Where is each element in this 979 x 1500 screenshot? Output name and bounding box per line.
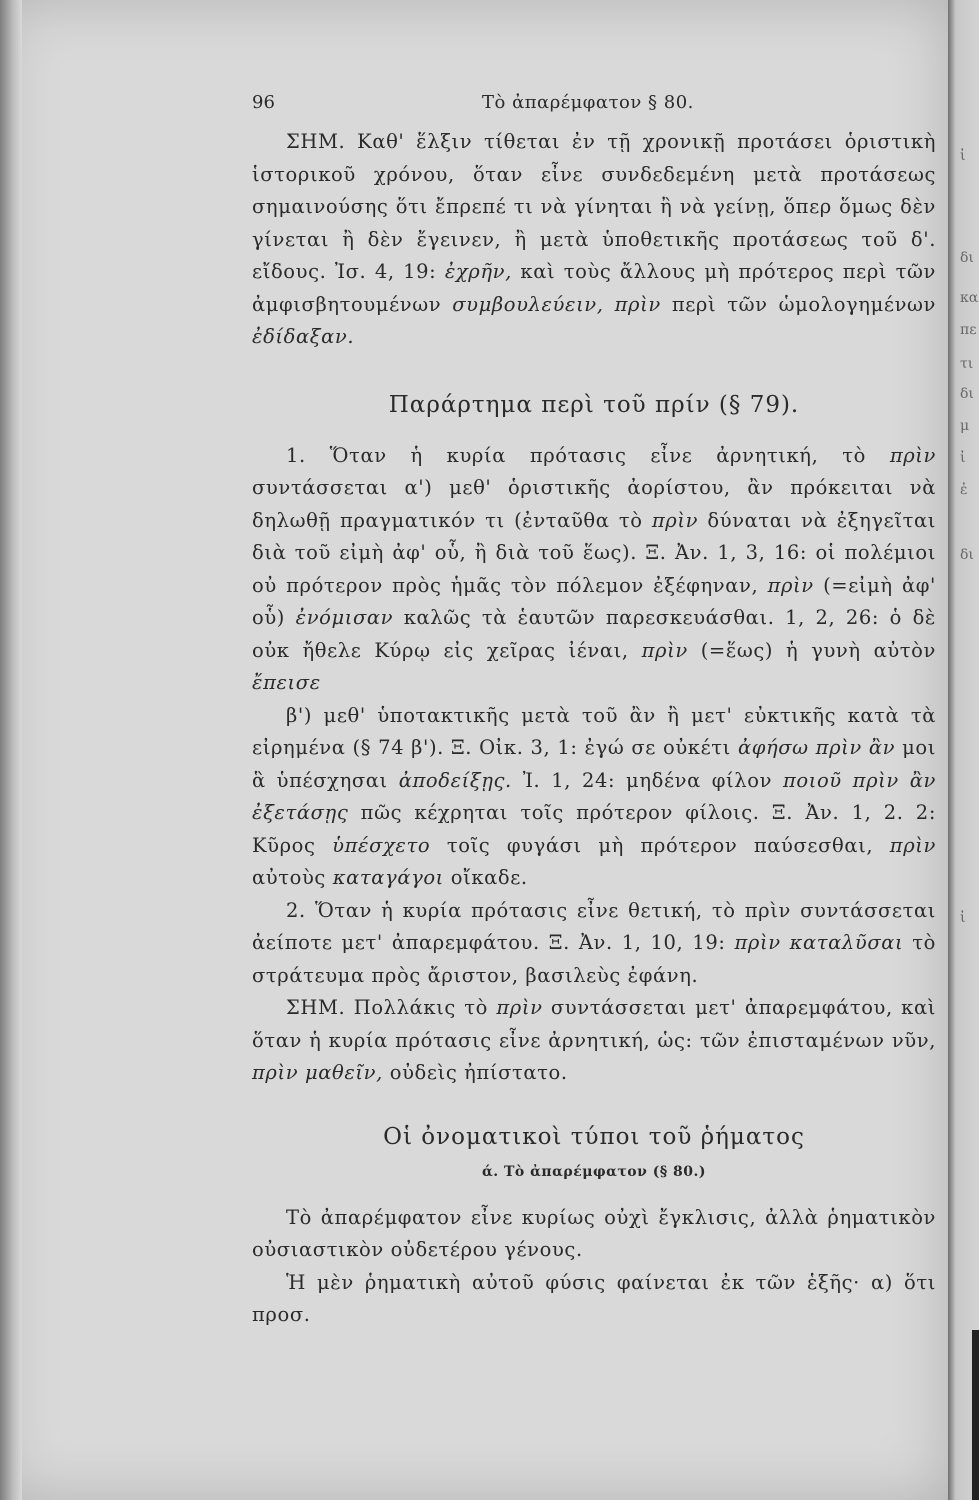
bleed-text: ἰ: [960, 910, 966, 926]
body-paragraph-2: Ἡ μὲν ῥηματικὴ αὐτοῦ φύσις φαίνεται ἐκ τῶν ἑξῆς· α) ὅτι προσ.: [252, 1270, 936, 1326]
bleed-text: ἰ: [960, 450, 966, 466]
binding-strip: [972, 1330, 979, 1500]
bleed-text: μ: [960, 418, 970, 434]
running-title: Τὸ ἀπαρέμφατον § 80.: [482, 92, 694, 113]
bleed-text: κα: [960, 290, 979, 306]
bleed-text: πε: [960, 322, 977, 338]
section-heading: Οἱ ὀνοματικοὶ τύποι τοῦ ῥήματος: [383, 1123, 805, 1150]
bleed-text: ἰ: [960, 148, 966, 164]
bleed-text: δι: [960, 547, 974, 563]
page-binding-edge: [0, 0, 22, 1500]
page-number: 96: [252, 92, 275, 113]
facing-page-gutter: [948, 0, 979, 1500]
rule-paragraph-2: 2. Ὅταν ἡ κυρία πρότασις εἶνε θετική, τὸ πρὶν συντάσσεται ἀείποτε μετ' ἀπαρεμφάτου. Ξ. Ἀν. 1, 10, 19: πρὶν καταλῦσαι τὸ στράτευμα πρὸς ἄριστον, βασιλεὺς ἐφάνη.: [252, 898, 936, 987]
bleed-text: δι: [960, 386, 974, 402]
note-label: ΣΗΜ.: [286, 996, 346, 1019]
note-paragraph-2: ΣΗΜ. Πολλάκις τὸ πρὶν συντάσσεται μετ' ἀπαρεμφάτου, καὶ ὅταν ἡ κυρία πρότασις εἶνε ἀρνητική, ὡς: τῶν ἐπισταμένων νῦν, πρὶν μαθεῖν, οὐδεὶς ἠπίστατο.: [252, 996, 936, 1084]
page-content: [252, 92, 936, 1332]
note-paragraph-1: ΣΗΜ. Καθ' ἕλξιν τίθεται ἐν τῇ χρονικῇ προτάσει ὁριστικὴ ἱστορικοῦ χρόνου, ὅταν εἶνε συνδεδεμένη μετὰ προτάσεως σημαινούσης ὅτι ἔπρεπέ τι νὰ γίνηται ἢ νὰ γείνῃ, ὅπερ ὅμως δὲν γίνεται ἢ δὲν ἔγεινεν, ἢ μετὰ ὑποθετικῆς προτάσεως τοῦ δ'. εἴδους. Ἰσ. 4, 19: ἐχρῆν, καὶ τοὺς ἄλλους μὴ πρότερος περὶ τῶν ἀμφισβητουμένων συμβουλεύειν, πρὶν περὶ τῶν ὡμολογημένων ἐδίδαξαν.: [252, 130, 936, 348]
note-label: ΣΗΜ.: [286, 130, 346, 153]
page-header: [252, 92, 936, 126]
rule-paragraph-1: 1. Ὅταν ἡ κυρία πρότασις εἶνε ἀρνητική, τὸ πρὶν συντάσσεται α') μεθ' ὁριστικῆς ἀορίστου, ἂν πρόκειται νὰ δηλωθῇ πραγματικόν τι (ἐνταῦθα τὸ πρὶν δύναται νὰ ἐξηγεῖται διὰ τοῦ εἰμὴ ἀφ' οὗ, ἢ διὰ τοῦ ἕως). Ξ. Ἀν. 1, 3, 16: οἱ πολέμιοι οὐ πρότερον πρὸς ἡμᾶς τὸν πόλεμον ἐξέφηναν, πρὶν (=εἰμὴ ἀφ' οὗ) ἐνόμισαν καλῶς τὰ ἑαυτῶν παρεσκευάσθαι. 1, 2, 26: ὁ δὲ οὐκ ἤθελε Κύρῳ εἰς χεῖρας ἰέναι, πρὶν (=ἕως) ἡ γυνὴ αὐτὸν ἔπεισε: [252, 443, 936, 694]
rule-paragraph-1b: β') μεθ' ὑποτακτικῆς μετὰ τοῦ ἂν ἢ μετ' εὐκτικῆς κατὰ τὰ εἰρημένα (§ 74 β'). Ξ. Οἰκ. 3, 1: ἐγώ σε οὐκέτι ἀφήσω πρὶν ἂν μοι ἃ ὑπέσχησαι ἀποδείξῃς. Ἰ. 1, 24: μηδένα φίλον ποιοῦ πρὶν ἂν ἐξετάσῃς πῶς κέχρηται τοῖς πρότερον φίλοις. Ξ. Ἀν. 1, 2. 2: Κῦρος ὑπέσχετο τοῖς φυγάσι μὴ πρότερον παύσεσθαι, πρὶν αὐτοὺς καταγάγοι οἴκαδε.: [252, 703, 936, 889]
appendix-heading: Παράρτημα περὶ τοῦ πρίν (§ 79).: [388, 391, 800, 418]
bleed-text: τι: [960, 356, 974, 372]
bleed-text: δι: [960, 250, 974, 266]
bleed-text: ἐ: [960, 482, 968, 498]
body-paragraph-1: Τὸ ἀπαρέμφατον εἶνε κυρίως οὐχὶ ἔγκλισις, ἀλλὰ ῥηματικὸν οὐσιαστικὸν οὐδετέρου γένους.: [252, 1205, 936, 1261]
subsection-heading: ά. Τὸ ἀπαρέμφατον (§ 80.): [481, 1163, 707, 1180]
